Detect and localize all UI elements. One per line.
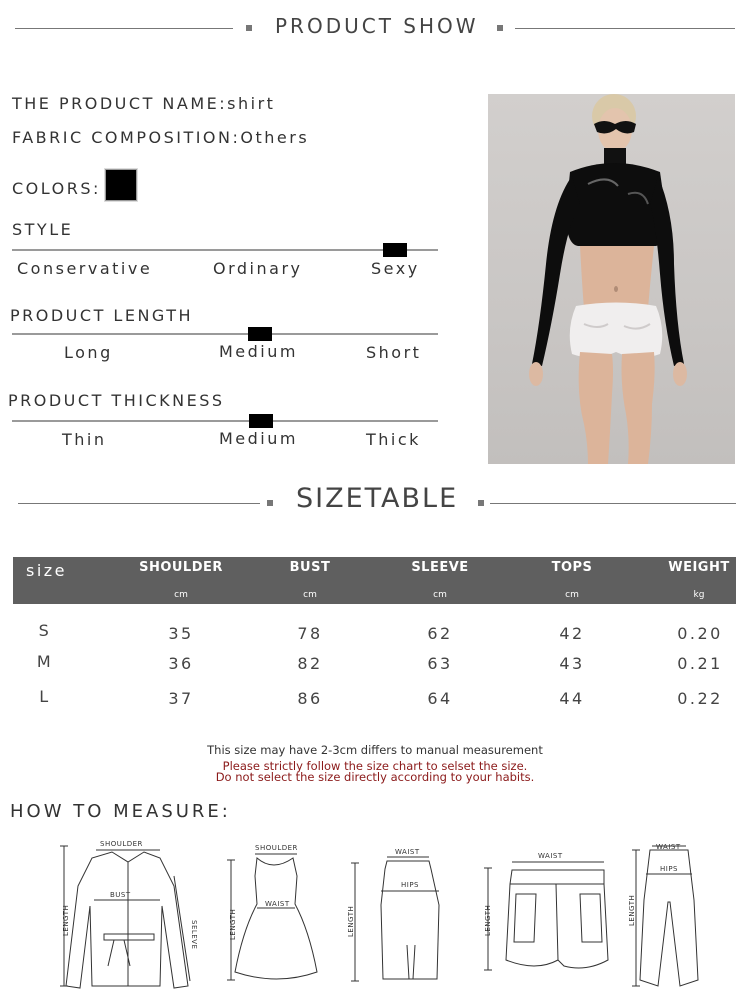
scale-style-track	[12, 249, 438, 251]
cell-sleeve: 63	[427, 654, 453, 673]
size-col-header: size	[26, 561, 68, 580]
fabric-label: FABRIC COMPOSITION:	[12, 128, 241, 147]
col-unit-weight: kg	[693, 590, 705, 600]
col-header-tops: TOPS	[551, 560, 593, 575]
cell-shoulder: 37	[168, 689, 194, 708]
size-table-header	[13, 557, 736, 604]
cell-shoulder: 35	[168, 624, 194, 643]
header-square-left	[246, 25, 252, 31]
scale-thickness-marker	[249, 414, 273, 428]
shirt-bust-label: BUST	[110, 891, 131, 899]
cell-tops: 44	[559, 689, 585, 708]
scale-style-option-3: Sexy	[371, 259, 420, 278]
scale-style-marker	[383, 243, 407, 257]
cell-tops: 43	[559, 654, 585, 673]
col-unit-shoulder: cm	[174, 590, 188, 600]
header-square-right	[497, 25, 503, 31]
shorts-diagram	[476, 848, 611, 978]
scale-style-option-1: Conservative	[17, 259, 153, 278]
cell-weight: 0.22	[677, 689, 723, 708]
cell-tops: 42	[559, 624, 585, 643]
note-measurement: This size may have 2-3cm differs to manual measurement	[207, 743, 543, 757]
color-swatch-black[interactable]	[105, 169, 137, 201]
pants-diagram	[622, 840, 712, 992]
scale-thickness-option-3: Thick	[366, 430, 421, 449]
skirt-waist-label: WAIST	[395, 848, 420, 856]
dress-waist-label: WAIST	[265, 900, 290, 908]
col-header-shoulder: SHOULDER	[139, 560, 223, 575]
scale-thickness-title: PRODUCT THICKNESS	[8, 391, 225, 410]
col-unit-bust: cm	[303, 590, 317, 600]
fabric-row	[12, 128, 309, 147]
col-unit-sleeve: cm	[433, 590, 447, 600]
col-header-bust: BUST	[289, 560, 331, 575]
col-unit-tops: cm	[565, 590, 579, 600]
model-illustration	[488, 94, 735, 464]
cell-bust: 78	[297, 624, 323, 643]
row-size: M	[36, 652, 54, 671]
sizetable-rule-right	[490, 503, 736, 504]
scale-style-title: STYLE	[12, 220, 74, 239]
pants-length-label: LENGTH	[628, 894, 636, 926]
shirt-shoulder-label: SHOULDER	[100, 840, 143, 848]
skirt-hips-label: HIPS	[401, 881, 419, 889]
skirt-diagram	[343, 845, 448, 990]
scale-length-option-2: Medium	[219, 342, 298, 361]
dress-length-label: LENGTH	[229, 908, 237, 940]
row-size: S	[38, 621, 52, 640]
product-name-label: THE PRODUCT NAME:	[12, 94, 228, 113]
page-title: PRODUCT SHOW	[275, 14, 479, 38]
dress-diagram	[213, 840, 328, 990]
shirt-sleeve-label: SELEVE	[190, 920, 198, 950]
col-header-weight: WEIGHT	[668, 560, 730, 575]
header-rule-left	[15, 28, 233, 29]
scale-length-title: PRODUCT LENGTH	[10, 306, 194, 325]
pants-hips-label: HIPS	[660, 865, 678, 873]
dress-shoulder-label: SHOULDER	[255, 844, 298, 852]
scale-length-option-1: Long	[64, 343, 113, 362]
scale-length-marker	[248, 327, 272, 341]
cell-shoulder: 36	[168, 654, 194, 673]
scale-thickness-option-1: Thin	[62, 430, 107, 449]
cell-sleeve: 62	[427, 624, 453, 643]
sizetable-rule-left	[18, 503, 260, 504]
cell-weight: 0.21	[677, 654, 723, 673]
scale-length-option-3: Short	[366, 343, 422, 362]
sizetable-title: SIZETABLE	[296, 483, 459, 514]
fabric-value: Others	[240, 128, 310, 147]
shirt-diagram	[48, 836, 198, 996]
product-name-value: shirt	[227, 94, 276, 113]
skirt-length-label: LENGTH	[347, 905, 355, 937]
pants-waist-label: WAIST	[656, 843, 681, 851]
colors-label: COLORS:	[12, 179, 101, 198]
shorts-length-label: LENGTH	[484, 904, 492, 936]
product-name-row	[12, 94, 275, 113]
scale-length-track	[12, 333, 438, 335]
col-header-sleeve: SLEEVE	[411, 560, 469, 575]
cell-bust: 86	[297, 689, 323, 708]
cell-bust: 82	[297, 654, 323, 673]
scale-thickness-track	[12, 420, 438, 422]
note-follow-chart: Please strictly follow the size chart to selset the size.	[222, 759, 528, 773]
row-size: L	[39, 687, 51, 706]
shirt-length-label: LENGTH	[62, 904, 70, 936]
how-to-measure-title: HOW TO MEASURE:	[10, 801, 231, 822]
shorts-waist-label: WAIST	[538, 852, 563, 860]
note-habits: Do not select the size directly according to your habits.	[215, 770, 535, 784]
header-rule-right	[515, 28, 735, 29]
sizetable-square-left	[267, 500, 273, 506]
cell-weight: 0.20	[677, 624, 723, 643]
cell-sleeve: 64	[427, 689, 453, 708]
scale-thickness-option-2: Medium	[219, 429, 298, 448]
sizetable-square-right	[478, 500, 484, 506]
product-photo	[488, 94, 735, 464]
scale-style-option-2: Ordinary	[213, 259, 303, 278]
